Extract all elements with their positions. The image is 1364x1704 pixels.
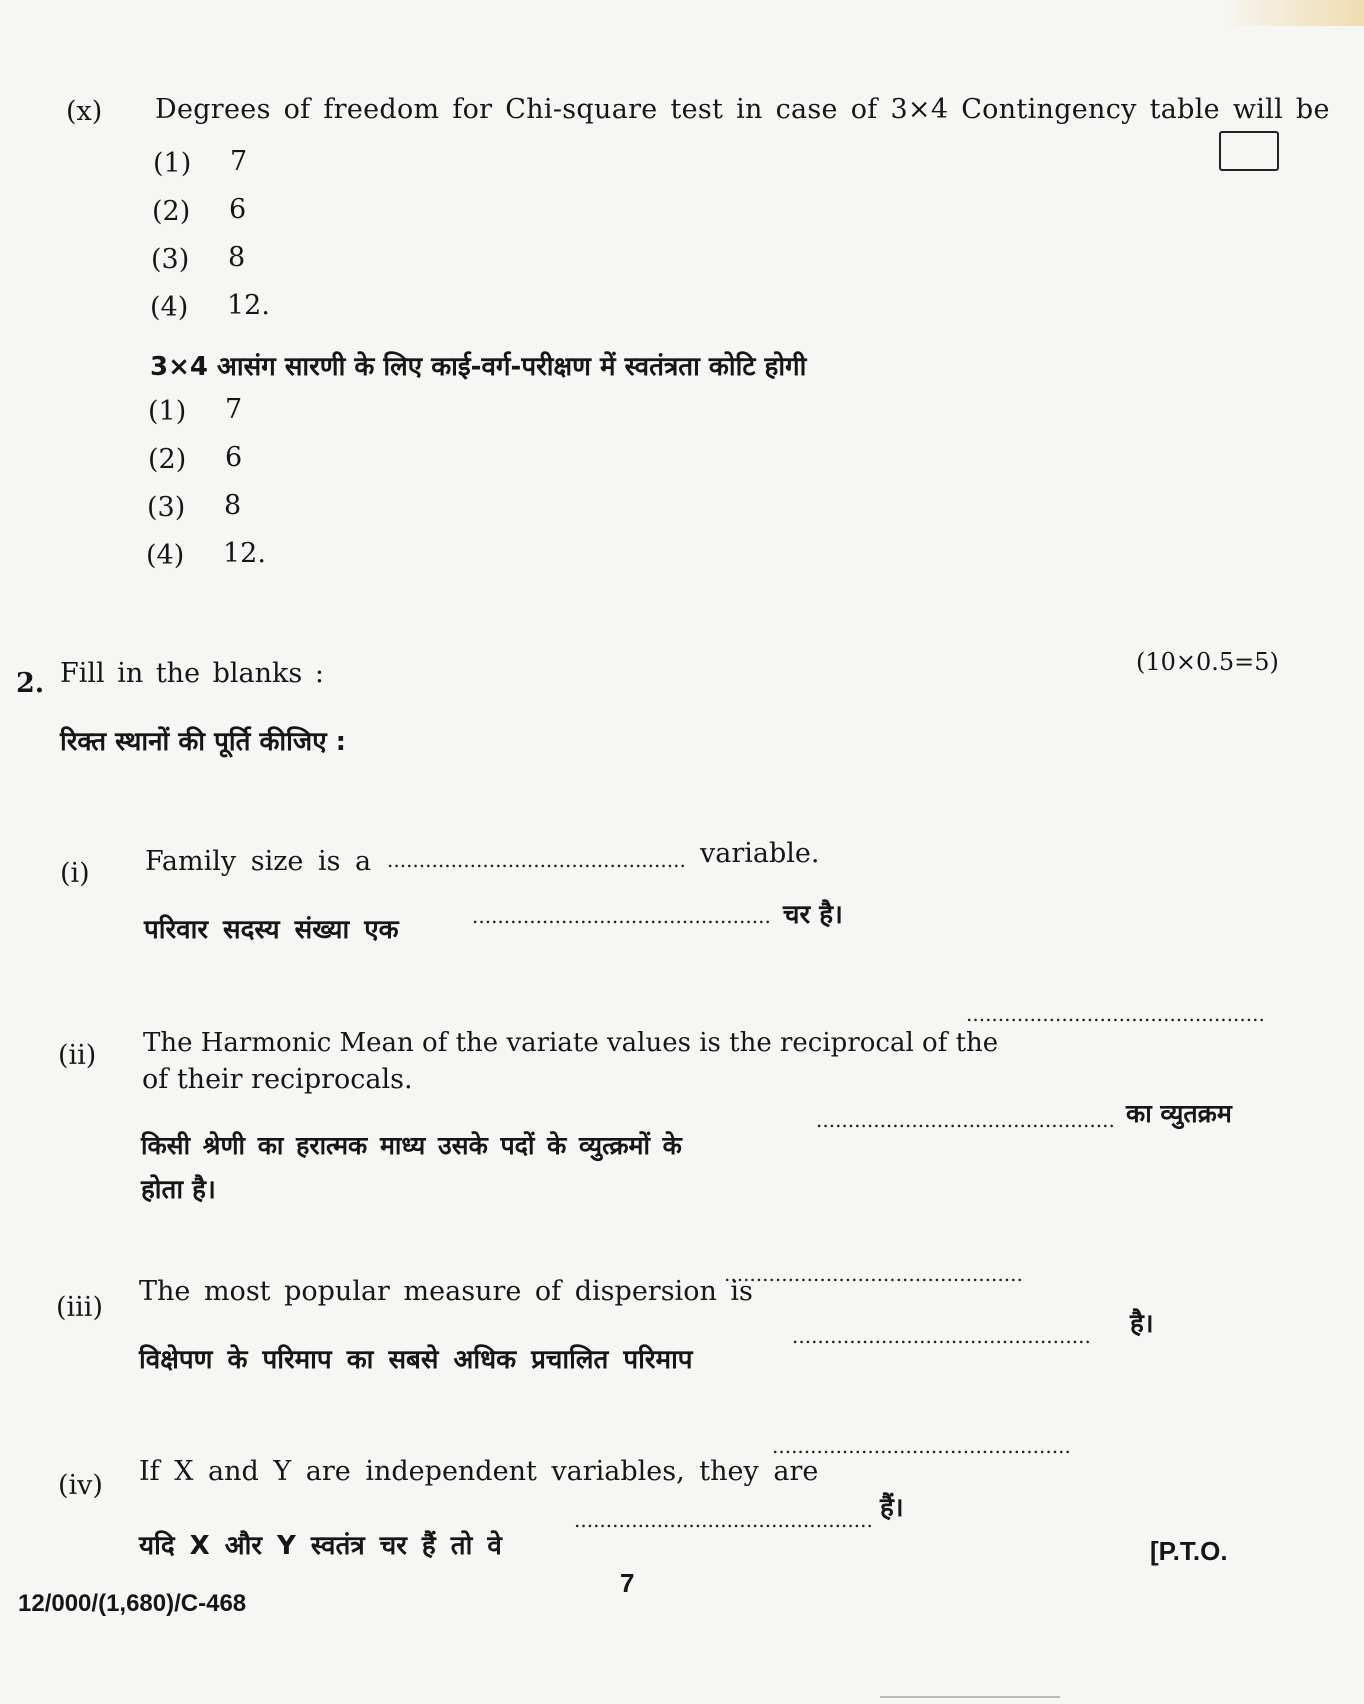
option-hi-2-num: (2) [148, 444, 187, 475]
option-en-4-val: 12. [227, 290, 270, 321]
item-ii-label: (ii) [58, 1040, 97, 1071]
answer-box[interactable] [1219, 131, 1279, 171]
option-hi-4-num: (4) [146, 540, 185, 571]
item-ii-hi-line2: होता है। [141, 1175, 216, 1205]
item-iv-label: (iv) [58, 1470, 103, 1501]
option-en-3-num: (3) [151, 244, 190, 275]
item-iv-hi-blank: ............................................... [574, 1508, 873, 1532]
item-iii-en-blank: ............................................... [724, 1262, 1023, 1286]
item-i-hi-blank: ............................................... [472, 904, 771, 928]
question-x-label: (x) [66, 96, 103, 127]
item-iv-hi-before: यदि X और Y स्वतंत्र चर हैं तो वे [139, 1531, 502, 1561]
item-i-hi-before: परिवार सदस्य संख्या एक [144, 915, 399, 945]
question-2-title-en: Fill in the blanks : [60, 658, 324, 689]
item-i-en-before: Family size is a [145, 846, 372, 877]
item-ii-en-line2: of their reciprocals. [142, 1064, 413, 1095]
option-hi-1-val: 7 [225, 394, 243, 425]
item-iii-hi-before: विक्षेपण के परिमाप का सबसे अधिक प्रचालित परिमाप [139, 1345, 693, 1375]
option-en-1-val: 7 [230, 146, 248, 177]
option-hi-3-val: 8 [224, 490, 242, 521]
option-en-3-val: 8 [228, 242, 246, 273]
item-ii-hi-after: का व्युतक्रम [1126, 1099, 1232, 1128]
item-i-en-after: variable. [700, 838, 820, 869]
option-hi-1-num: (1) [148, 396, 187, 427]
option-en-2-val: 6 [229, 194, 247, 225]
question-2-title-hi: रिक्त स्थानों की पूर्ति कीजिए : [60, 727, 347, 757]
item-ii-hi-before: किसी श्रेणी का हरात्मक माध्य उसके पदों के व्युत्क्रमों के [141, 1131, 682, 1160]
option-en-2-num: (2) [152, 196, 191, 227]
question-2-marks: (10×0.5=5) [1136, 648, 1279, 676]
item-i-label: (i) [60, 858, 90, 889]
item-iv-en-before: If X and Y are independent variables, they are [139, 1456, 819, 1487]
item-i-en-blank: ............................................... [387, 848, 686, 872]
page-number: 7 [620, 1568, 635, 1598]
item-i-hi-after: चर है। [783, 900, 843, 930]
option-hi-3-num: (3) [147, 492, 186, 523]
pto-marker: [P.T.O. [1150, 1536, 1228, 1566]
item-iii-en-before: The most popular measure of dispersion is [139, 1276, 753, 1307]
item-ii-en-before: The Harmonic Mean of the variate values is the reciprocal of the [143, 1028, 999, 1058]
option-hi-2-val: 6 [225, 442, 243, 473]
item-iii-label: (iii) [56, 1292, 103, 1323]
question-x-text-hi: 3×4 आसंग सारणी के लिए काई-वर्ग-परीक्षण में स्वतंत्रता कोटि होगी [150, 352, 807, 382]
item-iii-hi-blank: ............................................... [792, 1324, 1091, 1348]
scan-artifact-line [880, 1696, 1060, 1698]
option-hi-4-val: 12. [223, 538, 266, 569]
item-iv-en-blank: ............................................... [772, 1434, 1071, 1458]
option-en-1-num: (1) [153, 148, 192, 179]
option-en-4-num: (4) [150, 292, 189, 323]
paper-code: 12/000/(1,680)/C-468 [18, 1590, 247, 1617]
scan-stain [1220, 0, 1364, 26]
item-iii-hi-after: है। [1130, 1309, 1154, 1339]
question-2-number: 2. [16, 668, 45, 699]
question-x-text-en: Degrees of freedom for Chi-square test in case of 3×4 Contingency table will be [155, 94, 1330, 125]
item-iv-hi-after: हैं। [880, 1493, 904, 1523]
item-ii-en-blank: ............................................... [966, 1002, 1265, 1026]
item-ii-hi-blank: ............................................... [816, 1108, 1115, 1132]
